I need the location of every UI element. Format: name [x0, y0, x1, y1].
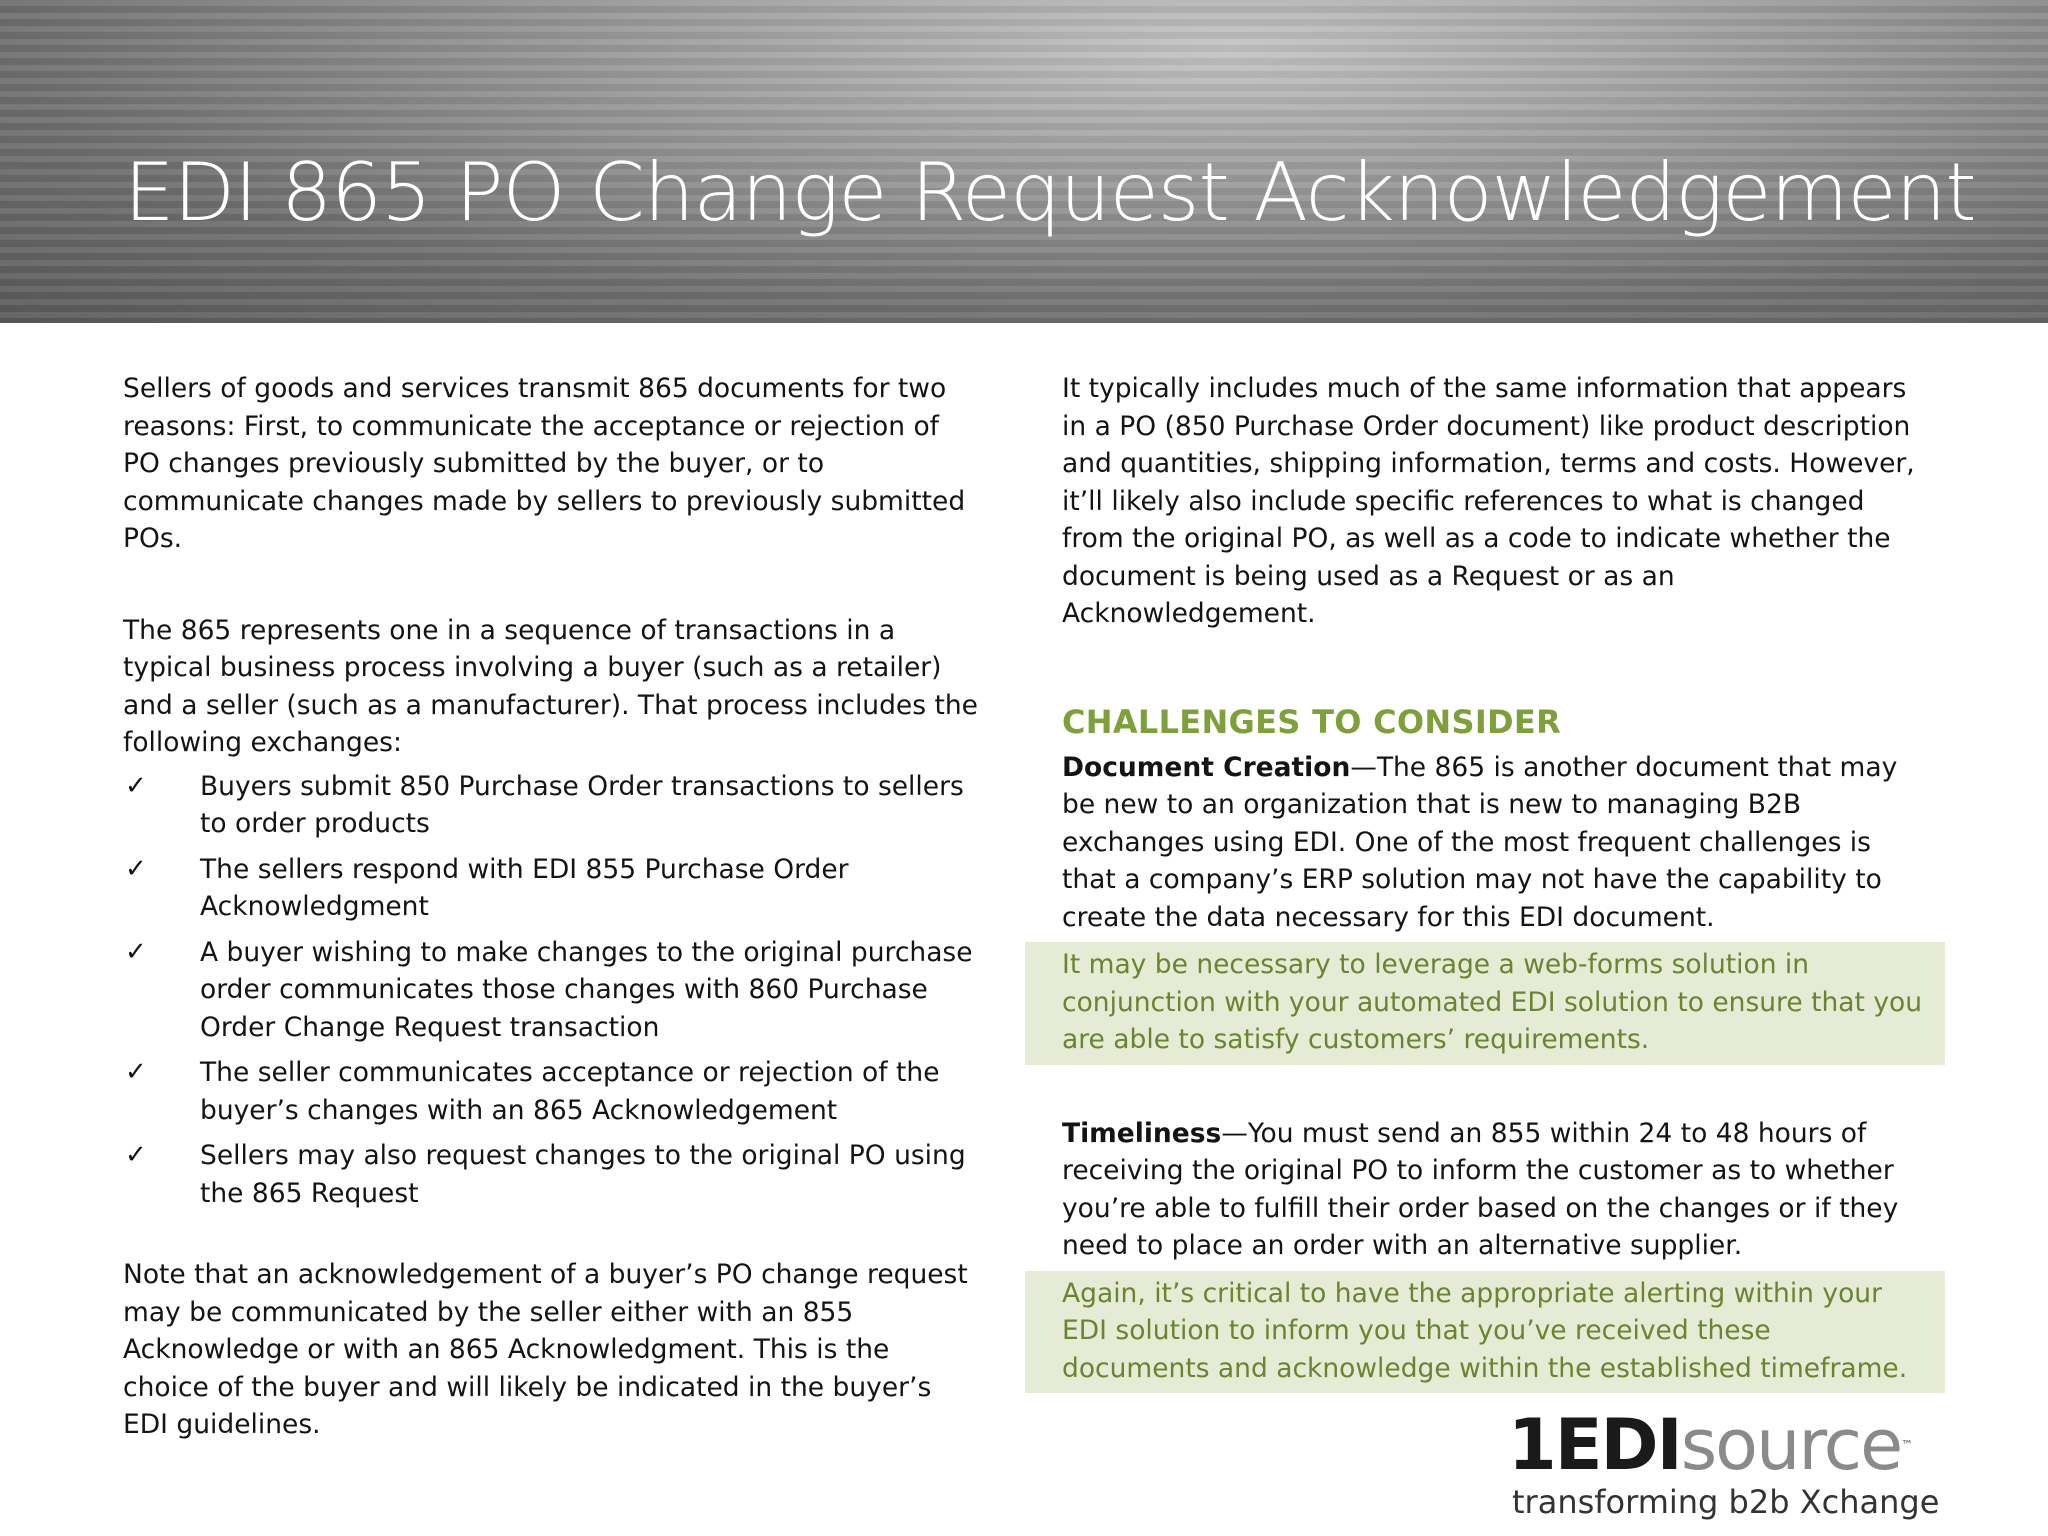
list-item: ✓ Buyers submit 850 Purchase Order transactions to sellers to order products [123, 768, 983, 843]
note-paragraph: Note that an acknowledgement of a buyer’s PO change request may be communicated by the seller either with an 855 Acknowledge or with an 865 Acknowledgment. This is the choice of the buyer and will likely be indicated in the buyer’s EDI guidelines. [123, 1259, 968, 1440]
list-item: ✓ A buyer wishing to make changes to the original purchase order communicates those changes with 860 Purchase Order Change Request transaction [123, 934, 983, 1047]
right-column [1062, 370, 1932, 1393]
content-paragraph: It typically includes much of the same information that appears in a PO (850 Purchase Order document) like product description and quantities, shipping information, terms and costs. However, it’ll likely also include specific references to what is changed from the original PO, as well as a code to indicate whether the document is being used as a Request or as an Acknowledgement. [1062, 373, 1915, 629]
challenges-heading: CHALLENGES TO CONSIDER [1062, 702, 1562, 741]
checkmark-icon: ✓ [125, 1140, 147, 1170]
header-banner [0, 0, 2048, 323]
challenge-title: Document Creation [1062, 751, 1351, 783]
logo-wordmark: 1EDIsource™ [1508, 1404, 1912, 1486]
callout-web-forms: It may be necessary to leverage a web-forms solution in conjunction with your automated EDI solution to ensure that you are able to satisfy customers’ requirements. [1025, 942, 1945, 1065]
left-column [123, 370, 983, 1444]
checkmark-icon: ✓ [125, 936, 147, 967]
callout-alerting: Again, it’s critical to have the appropriate alerting within your EDI solution to inform you that you’ve received these documents and acknowledge within the established timeframe. [1025, 1271, 1945, 1394]
process-paragraph: The 865 represents one in a sequence of transactions in a typical business process involving a buyer (such as a retailer) and a seller (such as a manufacturer). That process includes the following exchanges: [123, 614, 978, 758]
intro-paragraph: Sellers of goods and services transmit 865 documents for two reasons: First, to communicate the acceptance or rejection of PO changes previously submitted by the buyer, or to communicate changes made by sellers to previously submitted POs. [123, 373, 966, 554]
list-item: ✓ Sellers may also request changes to the original PO using the 865 Request [123, 1137, 983, 1212]
list-item: ✓ The sellers respond with EDI 855 Purchase Order Acknowledgment [123, 851, 983, 926]
checkmark-icon: ✓ [125, 853, 147, 884]
challenge-title: Timeliness [1062, 1117, 1222, 1149]
exchange-checklist [123, 768, 983, 1213]
challenge-timeliness: Timeliness—You must send an 855 within 24 to 48 hours of receiving the original PO to inform the customer as to whether you’re able to fulfill their order based on the changes or if they need to place an order with an alternative supplier. [1062, 1117, 1899, 1261]
logo-tagline: transforming b2b Xchange [1512, 1483, 1940, 1521]
company-logo [1508, 1404, 1948, 1522]
page-title: EDI 865 PO Change Request Acknowledgement [124, 146, 1976, 239]
challenge-document-creation: Document Creation—The 865 is another document that may be new to an organization that is new to managing B2B exchanges using EDI. One of the most frequent challenges is that a company’s ERP solution may not have the capability to create the data necessary for this EDI document. [1062, 751, 1898, 933]
checkmark-icon: ✓ [125, 1057, 147, 1087]
checkmark-icon: ✓ [125, 770, 147, 801]
list-item: ✓ The seller communicates acceptance or rejection of the buyer’s changes with an 865 Acknowledgement [123, 1054, 983, 1129]
